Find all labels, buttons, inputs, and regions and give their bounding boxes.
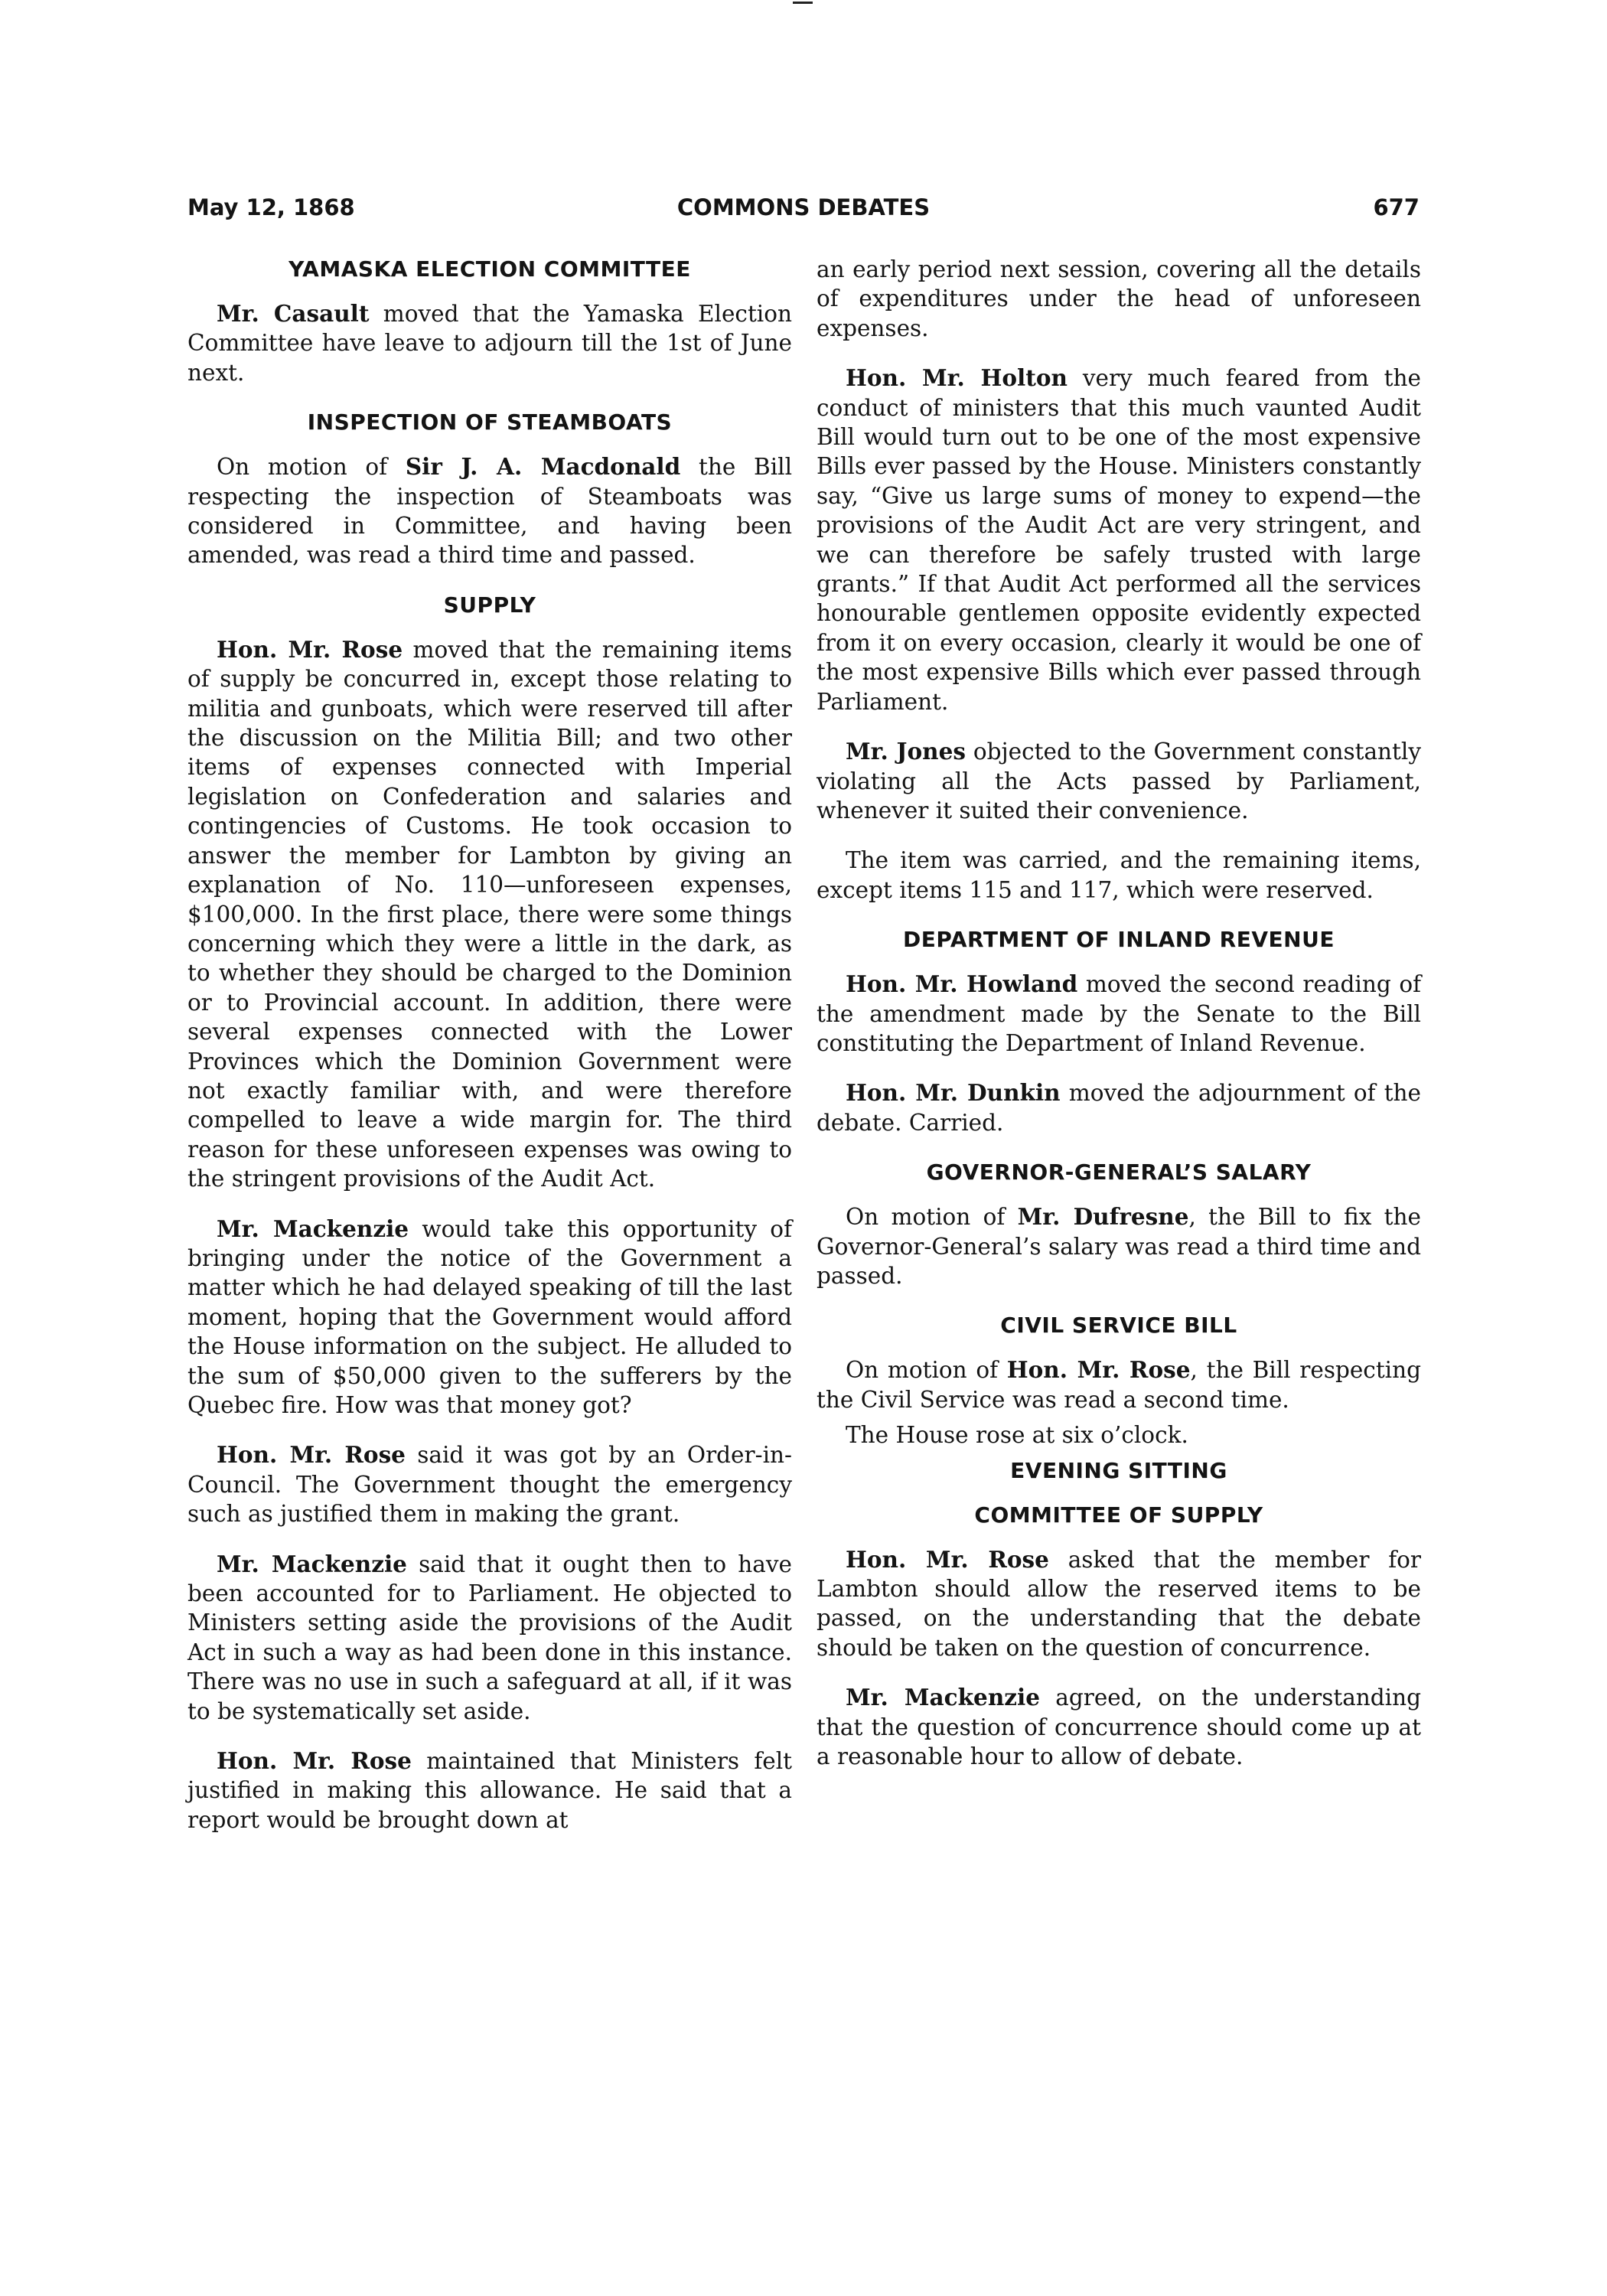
section-heading: CIVIL SERVICE BILL: [1000, 1313, 1237, 1339]
speaker-name: Hon. Mr. Holton: [846, 364, 1068, 392]
paragraph: [817, 1545, 1421, 1663]
speaker-name: Mr. Mackenzie: [217, 1550, 407, 1577]
paragraph: [187, 452, 792, 570]
paragraph: [187, 1746, 792, 1835]
paragraph-text: moved that the remaining items of supply be concurred in, except those relating to militia and gunboats, which were reserved till after the discussion on the Militia Bill; and two other items of expenses connected with Imperial legislation on Confederation and salaries and contingencies of Customs. He took occasion to answer the member for Lambton by giving an explanation of No. 110—unforeseen expenses, $100,000. In the first place, there were some things concerning which they were a little in the dark, as to whether they should be charged to the Dominion or to Provincial account. In addition, there were several expenses connected with the Lower Provinces which the Dominion Government were not exactly familiar with, and were therefore compelled to leave a wide margin for. The third reason for these unforeseen expenses was owing to the stringent provisions of the Audit Act.: [187, 636, 792, 1192]
paragraph-text: On motion of: [846, 1204, 1018, 1231]
section-heading: GOVERNOR-GENERAL’S SALARY: [926, 1159, 1312, 1186]
paragraph-text: moved the second reading of the amendment made by the Senate to the Bill constituting the Department of Inland Revenue.: [817, 971, 1421, 1056]
paragraph-text: moved the adjournment of the debate. Carried.: [817, 1080, 1422, 1136]
speaker-name: Mr. Casault: [217, 300, 370, 327]
paragraph-text: On motion of: [217, 454, 406, 481]
paragraph-text: , the Bill respecting the Civil Service was read a second time.: [817, 1357, 1422, 1413]
section-heading: INSPECTION OF STEAMBOATS: [307, 409, 673, 435]
paragraph-text: the Bill respecting the inspection of Steamboats was considered in Committee, and having been amended, was read a third time and passed.: [187, 454, 793, 569]
section-heading: COMMITTEE OF SUPPLY: [974, 1502, 1263, 1528]
paragraph-text: very much feared from the conduct of ministers that this much vaunted Audit Bill would turn out to be one of the most expensive Bills ever passed by the House. Ministers constantly say, “Give us large sums of money to expend—the provisions of the Audit Act are very stringent, and we can therefore be safely trusted with large grants.” If that Audit Act performed all the services honourable gentlemen opposite evidently expected from it on every occasion, clearly it would be one of the most expensive Bills which ever passed through Parliament.: [817, 365, 1421, 715]
speaker-name: Hon. Mr. Rose: [1006, 1356, 1191, 1384]
section-heading: SUPPLY: [443, 592, 536, 618]
paragraph-text: The House rose at six o’clock.: [846, 1422, 1188, 1449]
paragraph: [817, 255, 1421, 343]
paragraph: [187, 1215, 792, 1420]
speaker-name: Hon. Mr. Dunkin: [846, 1079, 1061, 1107]
paragraph: [187, 635, 792, 1194]
paragraph: [817, 1078, 1421, 1137]
speaker-name: Sir J. A. Macdonald: [405, 453, 681, 481]
page-number: 677: [1373, 194, 1420, 220]
speaker-name: Hon. Mr. Howland: [846, 970, 1078, 998]
paragraph: [817, 364, 1421, 716]
paragraph-text: agreed, on the understanding that the question of concurrence should come up at a reasonable hour to allow of debate.: [817, 1684, 1421, 1770]
paragraph-text: objected to the Government constantly violating all the Acts passed by Parliament, whenever it suited their convenience.: [817, 739, 1421, 823]
paragraph: [187, 299, 792, 387]
paragraph: [817, 1355, 1421, 1414]
paragraph: [817, 1420, 1421, 1450]
paragraph-text: On motion of: [846, 1357, 1007, 1384]
paragraph-text: asked that the member for Lambton should allow the reserved items to be passed, on the understanding that the debate should be taken on the question of concurrence.: [817, 1546, 1421, 1661]
paragraph: [817, 1202, 1421, 1290]
speaker-name: Mr. Jones: [846, 738, 966, 765]
paragraph: [817, 737, 1421, 825]
paragraph-text: said that it ought then to have been accounted for to Parliament. He objected to Ministers setting aside the provisions of the Audit Act in such a way as had been done in this instance. There was no use in such a safeguard at all, if it was to be systematically set aside.: [187, 1551, 792, 1724]
paragraph-text: would take this opportunity of bringing under the notice of the Government a matter which he had delayed speaking of till the last moment, hoping that the Government would afford the House information on the subject. He alluded to the sum of $50,000 given to the sufferers by the Quebec fire. How was that money got?: [187, 1215, 792, 1418]
paragraph: [817, 1683, 1421, 1771]
paragraph-text: The item was carried, and the remaining items, except items 115 and 117, which were reserved.: [817, 847, 1421, 903]
speaker-name: Hon. Mr. Rose: [846, 1545, 1049, 1573]
speaker-name: Mr. Dufresne: [1017, 1203, 1189, 1231]
left-column: [187, 255, 792, 1855]
paragraph: [187, 1440, 792, 1528]
header-title: COMMONS DEBATES: [676, 194, 931, 220]
speaker-name: Mr. Mackenzie: [217, 1215, 409, 1242]
section-heading: DEPARTMENT OF INLAND REVENUE: [903, 927, 1335, 953]
header-date: May 12, 1868: [187, 194, 355, 220]
section-heading: EVENING SITTING: [1010, 1457, 1227, 1483]
scan-mark: [793, 2, 813, 4]
speaker-name: Hon. Mr. Rose: [217, 1747, 412, 1775]
paragraph-text: maintained that Ministers felt justified in making this allowance. He said that a report would be brought down at: [187, 1748, 793, 1833]
right-column: [817, 255, 1421, 1792]
speaker-name: Hon. Mr. Rose: [217, 1441, 406, 1469]
speaker-name: Hon. Mr. Rose: [217, 635, 403, 663]
running-header: [187, 194, 1420, 225]
speaker-name: Mr. Mackenzie: [846, 1684, 1041, 1711]
paragraph: [817, 846, 1421, 905]
paragraph-text: said it was got by an Order-in-Council. The Government thought the emergency such as justified them in making the grant.: [187, 1442, 792, 1528]
paragraph: [187, 1550, 792, 1726]
paragraph: [817, 970, 1421, 1058]
section-heading: YAMASKA ELECTION COMMITTEE: [288, 256, 691, 282]
paragraph-text: , the Bill to fix the Governor-General’s salary was read a third time and passed.: [817, 1204, 1421, 1289]
paragraph-text: an early period next session, covering all the details of expenditures under the head of unforeseen expenses.: [817, 256, 1421, 341]
paragraph-text: moved that the Yamaska Election Committee have leave to adjourn till the 1st of June next.: [187, 301, 792, 386]
